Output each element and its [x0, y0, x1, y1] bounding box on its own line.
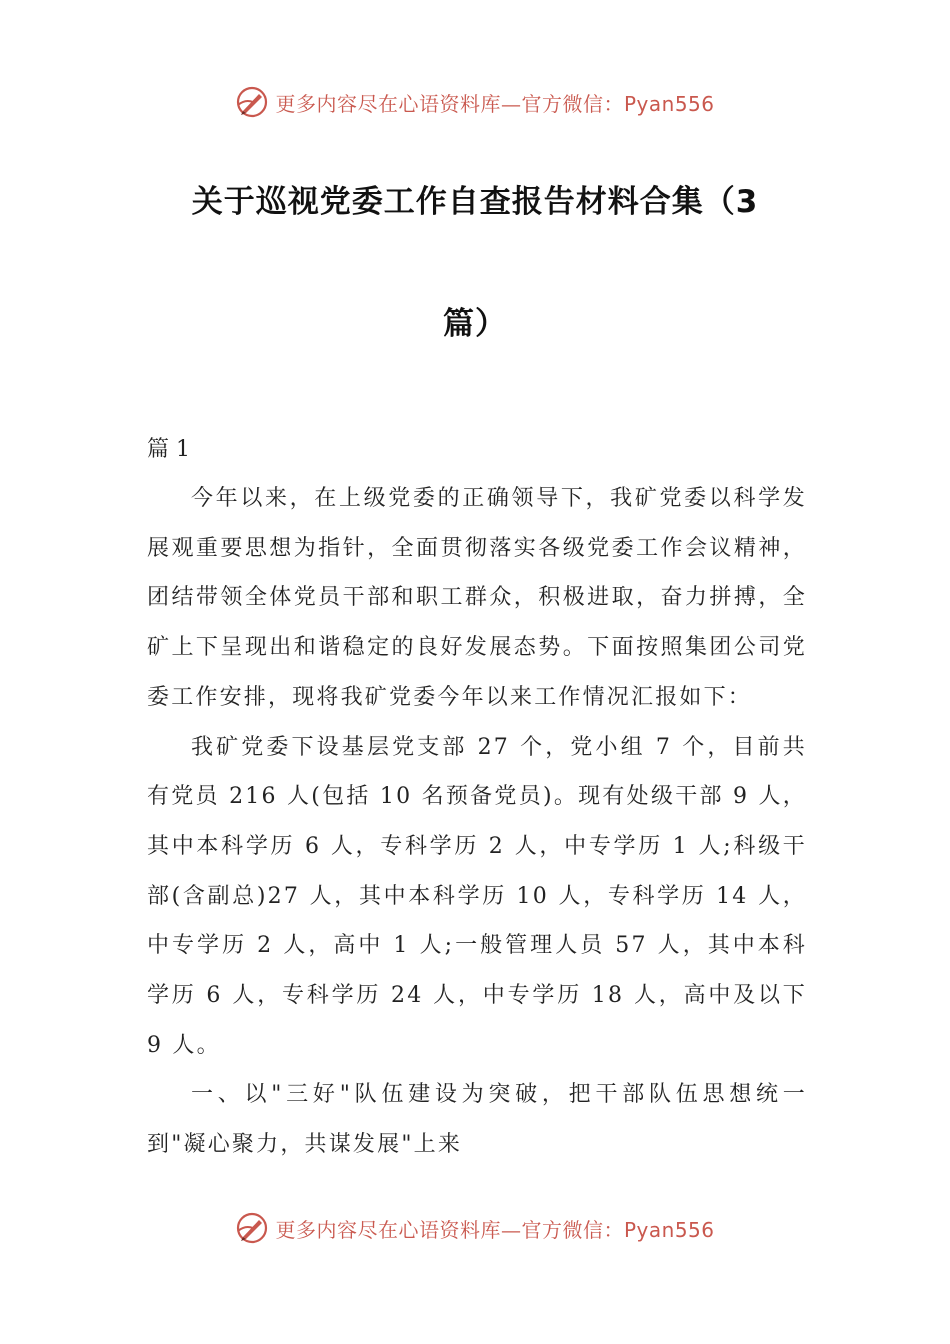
watermark-header-wechat-id: Pyan556	[623, 91, 715, 116]
watermark-footer-text	[275, 1214, 714, 1243]
pen-logo-icon	[235, 85, 269, 119]
paragraph-heading-one: 一、以"三好"队伍建设为突破，把干部队伍思想统一到"凝心聚力，共谋发展"上来	[147, 1082, 807, 1158]
watermark-footer-inner	[235, 1211, 714, 1245]
watermark-header-inner	[235, 85, 714, 119]
document-title-line-1: 关于巡视党委工作自查报告材料合集（3	[191, 184, 759, 220]
watermark-header-text	[275, 88, 714, 117]
watermark-header	[0, 82, 950, 122]
pen-logo-icon	[235, 1211, 269, 1245]
document-body	[147, 474, 807, 1170]
watermark-footer	[0, 1208, 950, 1248]
watermark-footer-label: 更多内容尽在心语资料库—官方微信：	[275, 1217, 624, 1242]
paragraph-statistics: 我矿党委下设基层党支部 27 个，党小组 7 个，目前共有党员 216 人(包括 10 名预备党员)。现有处级干部 9 人，其中本科学历 6 人，专科学历 2 人，中专学历 1 人;科级干部(含副总)27 人，其中本科学历 10 人，专科学历 14 人，中专学历 2 人，高中 1 人;一般管理人员 57 人，其中本科学历 6 人，专科学历 24 人，中专学历 18 人，高中及以下 9 人。	[147, 734, 807, 1058]
paragraph-intro: 今年以来，在上级党委的正确领导下，我矿党委以科学发展观重要思想为指针，全面贯彻落实各级党委工作会议精神，团结带领全体党员干部和职工群众，积极进取，奋力拼搏，全矿上下呈现出和谐稳定的良好发展态势。下面按照集团公司党委工作安排，现将我矿党委今年以来工作情况汇报如下：	[147, 486, 807, 710]
watermark-header-label: 更多内容尽在心语资料库—官方微信：	[275, 91, 624, 116]
watermark-footer-wechat-id: Pyan556	[623, 1217, 715, 1242]
section-label: 篇 1	[147, 437, 190, 462]
document-title-line-2: 篇）	[443, 306, 507, 342]
